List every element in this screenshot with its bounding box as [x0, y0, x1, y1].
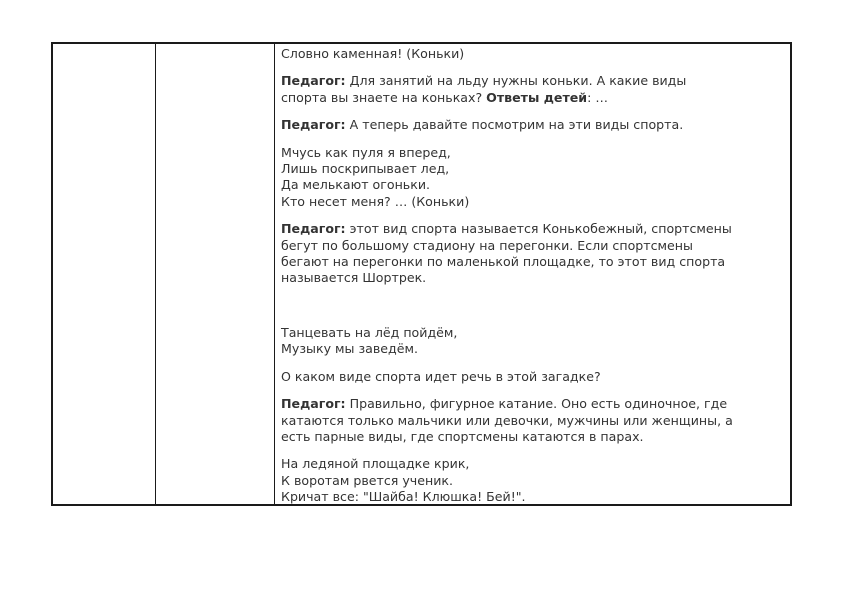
teacher-question-skates: Педагог: Для занятий на льду нужны коньки. А какие виды спорта вы знаете на коньках? Ответы детей: … — [281, 73, 687, 105]
riddle-skates: Мчусь как пуля я вперед, Лишь поскрипывает лед, Да мелькают огоньки. Кто несет меня? … (Коньки) — [281, 144, 470, 209]
table-column-content — [275, 44, 790, 504]
riddle-figure-skating: Танцевать на лёд пойдём, Музыку мы заведём. — [281, 324, 458, 357]
riddle-hockey: На ледяной площадке крик, К воротам рвется ученик. Кричат все: "Шайба! Клюшка! Бей!". — [281, 456, 526, 505]
children-answers-label: Ответы детей — [486, 89, 588, 105]
speaker-label: Педагог: — [281, 396, 346, 412]
speaker-label: Педагог: — [281, 73, 346, 89]
teacher-speed-skating: Педагог: этот вид спорта называется Конькобежный, спортсмены бегут по большому стадиону на перегонки. Если спортсмены бегают на перегонки по маленькой площадке, то этот вид спорта называется Шортрек. — [281, 221, 732, 286]
table-column-1 — [53, 44, 156, 504]
lesson-table — [51, 42, 792, 506]
table-column-2 — [156, 44, 275, 504]
teacher-figure-skating: Педагог: Правильно, фигурное катание. Оно есть одиночное, где катаются только мальчики или девочки, мужчины или женщины, а есть парные виды, где спортсмены катаются в парах. — [281, 396, 733, 444]
riddle-answer-line: Словно каменная! (Коньки) — [281, 46, 465, 61]
speaker-label: Педагог: — [281, 221, 346, 237]
speaker-label: Педагог: — [281, 117, 346, 133]
question-which-sport: О каком виде спорта идет речь в этой загадке? — [281, 368, 601, 384]
teacher-intro-sports: Педагог: А теперь давайте посмотрим на эти виды спорта. — [281, 117, 684, 133]
